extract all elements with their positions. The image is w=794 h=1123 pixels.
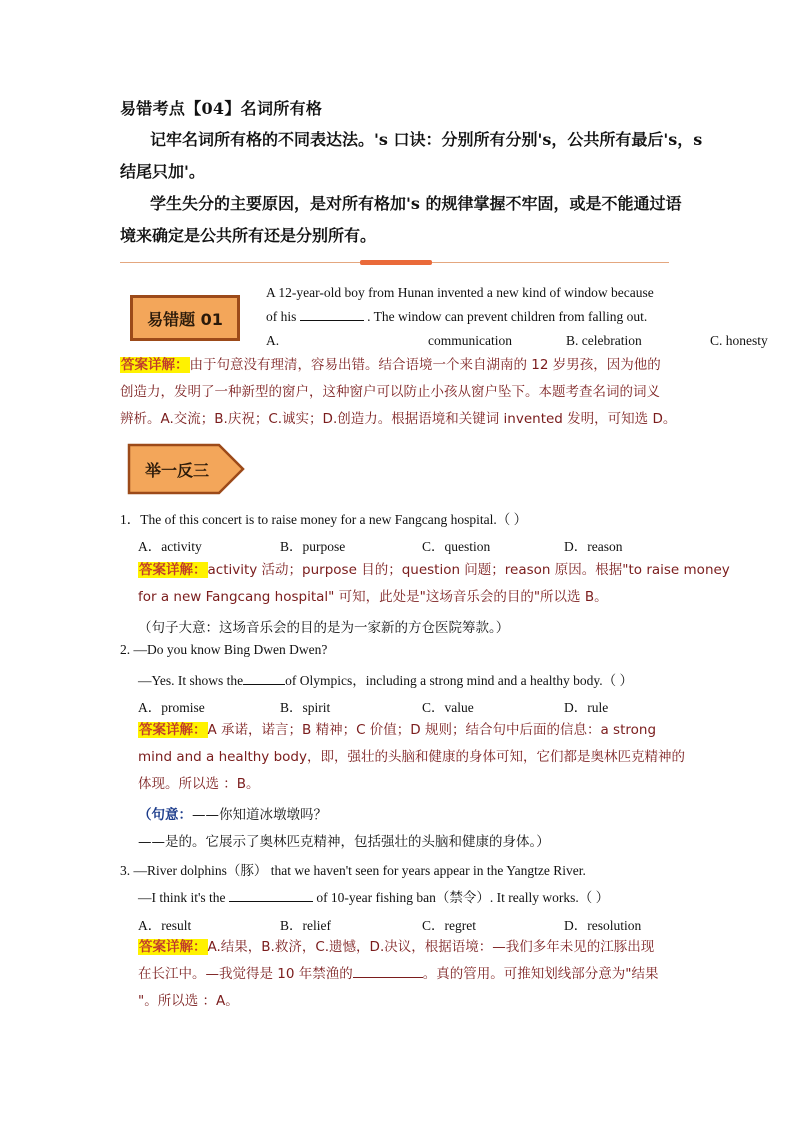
answer-tag: 答案详解： [139, 722, 207, 738]
question-3-stem-line1: 3. —River dolphins（豚） that we haven't seen for years appear in the Yangtze River. [120, 863, 586, 878]
translation-tag: （句意： [138, 807, 192, 823]
question-2-stem-line1: 2. —Do you know Bing Dwen Dwen? [120, 642, 328, 657]
question-3-stem-line2 [138, 886, 609, 906]
example-question-line1: A 12-year-old boy from Hunan invented a new kind of window because [266, 285, 654, 300]
example-q-part1: of his [266, 309, 297, 324]
answer-tag: 答案详解： [139, 562, 207, 578]
rule-text-1a: 记牢名词所有格的不同表达法。's 口诀：分别所有分别's，公共所有最后's，s [150, 130, 703, 149]
answer-text: 由于句意没有理清，容易出错。结合语境一个来自湖南的 12 岁男孩，因为他的 [189, 357, 661, 373]
q1-option-b: B．purpose [280, 539, 346, 554]
example-q-part2: . The window can prevent children from falling out. [367, 309, 648, 324]
answer-tag: 答案详解： [121, 357, 189, 373]
rule-text-1b: 结尾只加'。 [120, 162, 205, 181]
answer-blank [243, 673, 285, 685]
answer-text: A.结果，B.救济，C.遗憾，D.决议，根据语境：—我们多年未见的江豚出现 [207, 939, 655, 955]
rule-text-2b: 境来确定是公共所有还是分别所有。 [120, 226, 377, 245]
answer-blank [229, 890, 313, 902]
q2-answer-line3: 体现。所以选 ：B。 [138, 776, 260, 792]
example-answer-line2: 创造力，发明了一种新型的窗户，这种窗户可以防止小孩从窗户坠下。本题考查名词的词义 [120, 384, 660, 400]
q2-part1: —Yes. It shows the [138, 673, 244, 688]
q3-option-a: A．result [138, 918, 192, 933]
q3-part2: of 10-year fishing ban（禁令）. It really works.（ ） [316, 890, 610, 905]
answer-blank [353, 966, 423, 978]
example-option-b: B. celebration [566, 333, 642, 348]
q1-option-a: A．activity [138, 539, 202, 554]
example-option-a: A. [266, 333, 280, 348]
q2-translation-line2: ——是的。它展示了奥林匹克精神，包括强壮的头脑和健康的身体。） [138, 834, 550, 850]
q3-option-d: D．resolution [564, 918, 642, 933]
q2-translation-line1 [138, 803, 327, 823]
q1-translation: （句子大意：这场音乐会的目的是为一家新的方仓医院筹款。） [138, 620, 510, 636]
q2-answer-line1 [138, 717, 656, 744]
translation-text: ——你知道冰墩墩吗？ [192, 807, 327, 823]
example-badge: 易错题 01 [130, 295, 240, 341]
q2-option-d: D．rule [564, 700, 609, 715]
question-1-stem: 1．The of this concert is to raise money for a new Fangcang hospital.（ ） [120, 512, 528, 527]
q2-option-a: A．promise [138, 700, 205, 715]
practice-badge-label: 举一反三 [144, 460, 209, 480]
q3-option-c: C．regret [422, 918, 476, 933]
example-answer-line1 [120, 352, 661, 379]
q2-answer-line2: mind and a healthy body，即，强壮的头脑和健康的身体可知，它们都是奥林匹克精神的 [138, 749, 685, 765]
rule-text-2a: 学生失分的主要原因，是对所有格加's 的规律掌握不牢固，或是不能通过语 [150, 194, 682, 213]
q3-ans-part2: 。真的管用。可推知划线部分意为"结果 [422, 966, 659, 982]
answer-blank [300, 309, 364, 321]
question-2-stem-line2 [138, 669, 633, 689]
q1-option-c: C．question [422, 539, 491, 554]
example-answer-line3: 辨析。A.交流；B.庆祝；C.诚实；D.创造力。根据语境和关键词 invented 发明，可知选 D。 [120, 411, 677, 427]
example-option-c: C. honesty [710, 333, 768, 348]
q1-answer-line1 [138, 557, 730, 584]
q3-answer-line1 [138, 934, 654, 961]
answer-text: A 承诺，诺言；B 精神；C 价值；D 规则；结合句中后面的信息：a strong [207, 722, 657, 738]
answer-text: activity 活动；purpose 目的；question 问题；reason 原因。根据"to raise money [207, 562, 730, 578]
example-option-a-word: communication [428, 333, 512, 348]
q2-option-b: B．spirit [280, 700, 331, 715]
section-title: 易错考点【04】名词所有格 [120, 99, 323, 118]
q3-option-b: B．relief [280, 918, 331, 933]
q3-answer-line2 [138, 961, 658, 988]
q1-answer-line2: for a new Fangcang hospital" 可知，此处是"这场音乐会的目的"所以选 B。 [138, 589, 608, 605]
q2-part2: of Olympics，including a strong mind and a healthy body.（ ） [285, 673, 633, 688]
divider-accent [360, 260, 432, 265]
q3-answer-line3: "。所以选 ：A。 [138, 993, 239, 1009]
example-question-line2 [266, 309, 647, 325]
q3-ans-part1: 在长江中。—我觉得是 10 年禁渔的 [138, 966, 353, 982]
q3-part1: —I think it's the [138, 890, 226, 905]
answer-tag: 答案详解： [139, 939, 207, 955]
practice-badge [127, 443, 247, 495]
q1-option-d: D．reason [564, 539, 623, 554]
q2-option-c: C．value [422, 700, 474, 715]
